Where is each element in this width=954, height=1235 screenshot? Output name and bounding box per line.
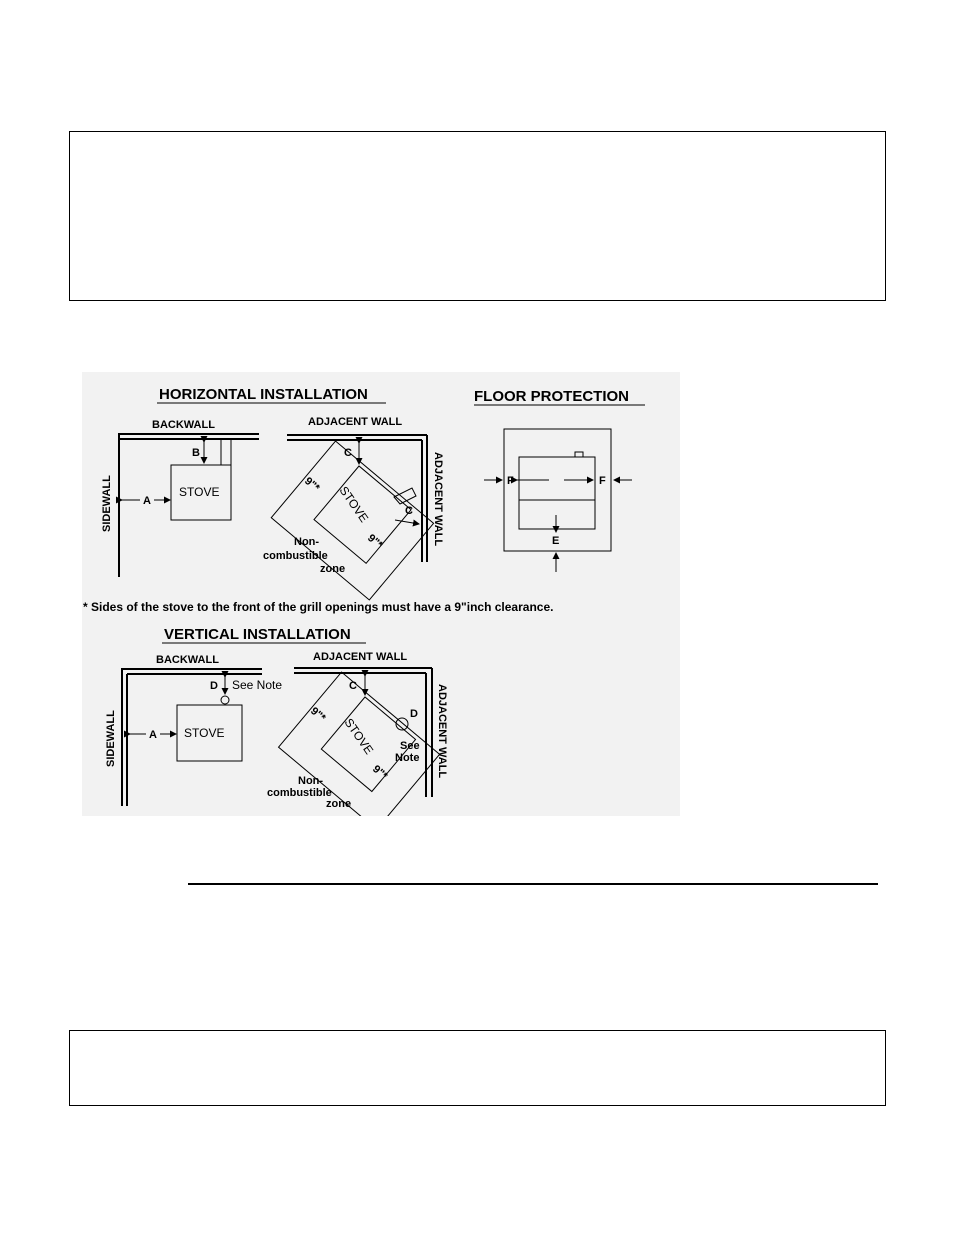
clearance-2: 9"* [365, 532, 385, 552]
backwall-label: BACKWALL [152, 419, 215, 431]
vertical-adjacent-wall-top-label: ADJACENT WALL [313, 651, 408, 663]
corner-zone-group [271, 441, 433, 600]
vertical-see-note-2a: See [400, 740, 420, 752]
adjacent-wall-top-label: ADJACENT WALL [308, 416, 403, 428]
vent-pipe [394, 488, 416, 504]
dimension-c2-arrow [395, 520, 419, 524]
vertical-clearance-2: 9"* [370, 763, 390, 783]
flue-pipe [221, 439, 231, 465]
vertical-sidewall-label: SIDEWALL [105, 710, 117, 767]
noncombustible-zone-outline [271, 441, 433, 600]
dimension-a-label: A [143, 495, 151, 507]
top-text-box [69, 131, 886, 301]
vertical-zone-label-3: zone [326, 798, 352, 810]
zone-label-3: zone [320, 563, 346, 575]
clearance-1: 9"* [302, 475, 322, 495]
vertical-installation-title: VERTICAL INSTALLATION [164, 626, 351, 643]
stove-corner-label: STOVE [336, 483, 372, 525]
vertical-adjacent-wall-side-label: ADJACENT WALL [436, 684, 448, 779]
horizontal-installation-title: HORIZONTAL INSTALLATION [159, 386, 368, 403]
vertical-zone-label-1: Non- [298, 775, 324, 787]
horizontal-walls [119, 434, 259, 577]
floor-protection-title: FLOOR PROTECTION [474, 388, 629, 405]
dimension-c2-label: C [405, 505, 413, 517]
bottom-text-box [69, 1030, 886, 1106]
vertical-flue-collar [221, 696, 229, 704]
vertical-stove-label: STOVE [184, 726, 225, 740]
vertical-zone-label-2: combustible [267, 787, 332, 799]
vertical-stove-corner-label: STOVE [341, 715, 377, 757]
vertical-dimension-a-label: A [149, 729, 157, 741]
horizontal-rule [188, 883, 878, 885]
dimension-c1-label: C [344, 447, 352, 459]
clearance-note: * Sides of the stove to the front of the grill openings must have a 9"inch clearance. [83, 600, 554, 614]
vertical-clearance-1: 9"* [308, 705, 328, 725]
vertical-dimension-d-label: D [210, 680, 218, 692]
clearance-diagram [82, 372, 680, 816]
dimension-f2-label: F [599, 475, 606, 487]
vertical-see-note-2b: Note [395, 752, 420, 764]
floor-stove-outline [519, 457, 595, 529]
vertical-backwall-label: BACKWALL [156, 654, 219, 666]
dimension-e-label: E [552, 535, 560, 547]
installation-clearance-figure [82, 372, 680, 816]
zone-label-1: Non- [294, 536, 320, 548]
sidewall-label: SIDEWALL [101, 475, 113, 532]
floor-stove-flue [575, 452, 583, 457]
vertical-dimension-c-label: C [349, 680, 357, 692]
dimension-b-label: B [192, 447, 200, 459]
dimension-f1-label: F [507, 475, 514, 487]
stove-label: STOVE [179, 485, 220, 499]
vertical-see-note: See Note [232, 678, 283, 692]
zone-label-2: combustible [263, 550, 328, 562]
vertical-dimension-d2-label: D [410, 708, 418, 720]
adjacent-wall-side-label: ADJACENT WALL [432, 452, 444, 547]
